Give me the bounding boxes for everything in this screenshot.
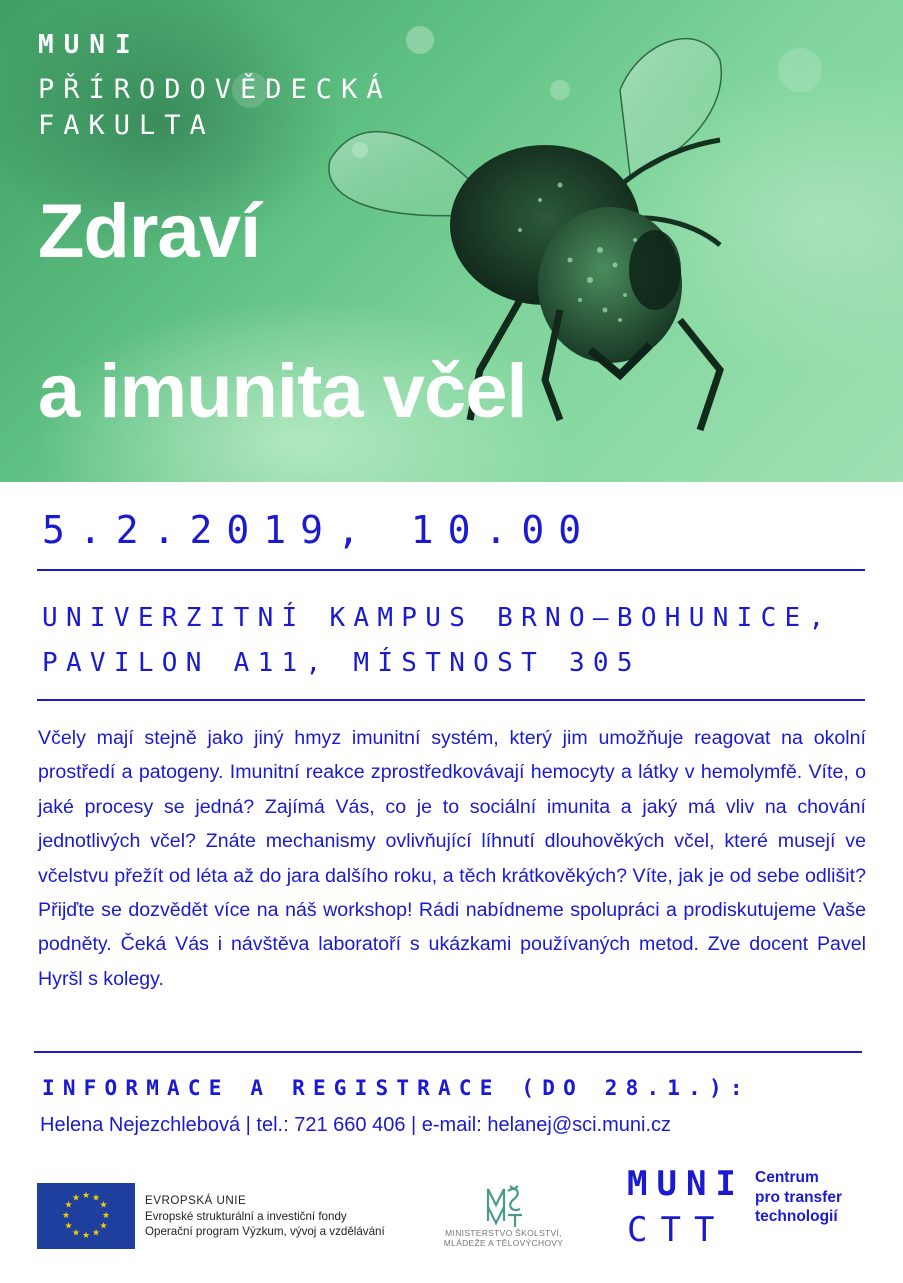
hero-banner xyxy=(0,0,903,482)
eu-programme: Operační program Výzkum, vývoj a vzdělávání xyxy=(145,1225,385,1238)
eu-name: EVROPSKÁ UNIE xyxy=(145,1194,247,1207)
divider xyxy=(37,699,865,701)
svg-text:★: ★ xyxy=(91,1193,101,1204)
venue-line-2: PAVILON A11, MÍSTNOST 305 xyxy=(42,648,641,678)
eu-flag-icon xyxy=(37,1183,135,1249)
faculty-line-2: FAKULTA xyxy=(38,110,215,141)
svg-text:★: ★ xyxy=(99,1200,108,1211)
svg-text:★: ★ xyxy=(101,1211,111,1221)
msmt-line-1: MINISTERSTVO ŠKOLSTVÍ, xyxy=(445,1228,562,1238)
event-date-time: 5.2.2019, 10.00 xyxy=(42,508,596,552)
faculty-name xyxy=(38,72,392,144)
msmt-name xyxy=(436,1228,571,1248)
divider xyxy=(34,1051,862,1053)
svg-text:★: ★ xyxy=(71,1193,81,1204)
ctt-full-name xyxy=(755,1168,842,1227)
svg-text:★: ★ xyxy=(99,1221,108,1232)
ctt-line-2: pro transfer xyxy=(755,1188,842,1206)
svg-text:★: ★ xyxy=(91,1228,101,1239)
eu-funds: Evropské strukturální a investiční fondy xyxy=(145,1209,347,1223)
event-title-line-1: Zdraví xyxy=(38,189,261,274)
faculty-line-1: PŘÍRODOVĚDECKÁ xyxy=(38,74,392,105)
ctt-logo-text: CTT xyxy=(627,1210,728,1250)
divider xyxy=(37,569,865,571)
svg-text:★: ★ xyxy=(71,1228,81,1239)
muni-logo-text: MUNI xyxy=(38,30,141,60)
ctt-line-1: Centrum xyxy=(755,1169,819,1186)
svg-text:★: ★ xyxy=(81,1191,91,1201)
event-title-line-2: a imunita včel xyxy=(38,349,527,434)
registration-heading: INFORMACE A REGISTRACE (DO 28.1.): xyxy=(42,1076,751,1100)
svg-text:★: ★ xyxy=(64,1221,73,1232)
venue-line-1: UNIVERZITNÍ KAMPUS BRNO–BOHUNICE, xyxy=(42,603,833,633)
eu-funding-text xyxy=(145,1193,385,1240)
event-description: Včely mají stejně jako jiný hmyz imunitní systém, který jim umožňuje reagovat na okolní prostředí a patogeny. Imunitní reakce zprostředkovávají hemocyty a látky v hemolymfě. Víte, o jaké procesy se jedná? Zajímá Vás, co je to sociální imunita a jaký má vliv na chování jednotlivých včel? Znáte mechanismy ovlivňující líhnutí dlouhověkých včel, které musejí ve včelstvu přežít od léta až do jara dalšího roku, a těch krátkověkých? Víte, jak je od sebe odlišit? Přijďte se dozvědět více na náš workshop! Rádi nabídneme spolupráci a prodiskutujeme Vaše podněty. Čeká Vás i návštěva laboratoří s ukázkami používaných metod. Zve docent Pavel Hyršl s kolegy. xyxy=(38,727,866,990)
ctt-line-3: technologií xyxy=(755,1208,838,1225)
svg-text:★: ★ xyxy=(81,1231,91,1241)
svg-text:★: ★ xyxy=(64,1200,73,1211)
svg-text:★: ★ xyxy=(61,1211,71,1221)
registration-contact: Helena Nejezchlebová | tel.: 721 660 406 | e-mail: helanej@sci.muni.cz xyxy=(40,1114,672,1136)
msmt-line-2: MLÁDEŽE A TĚLOVÝCHOVY xyxy=(443,1238,564,1248)
muni-logo-footer: MUNI xyxy=(627,1164,745,1204)
